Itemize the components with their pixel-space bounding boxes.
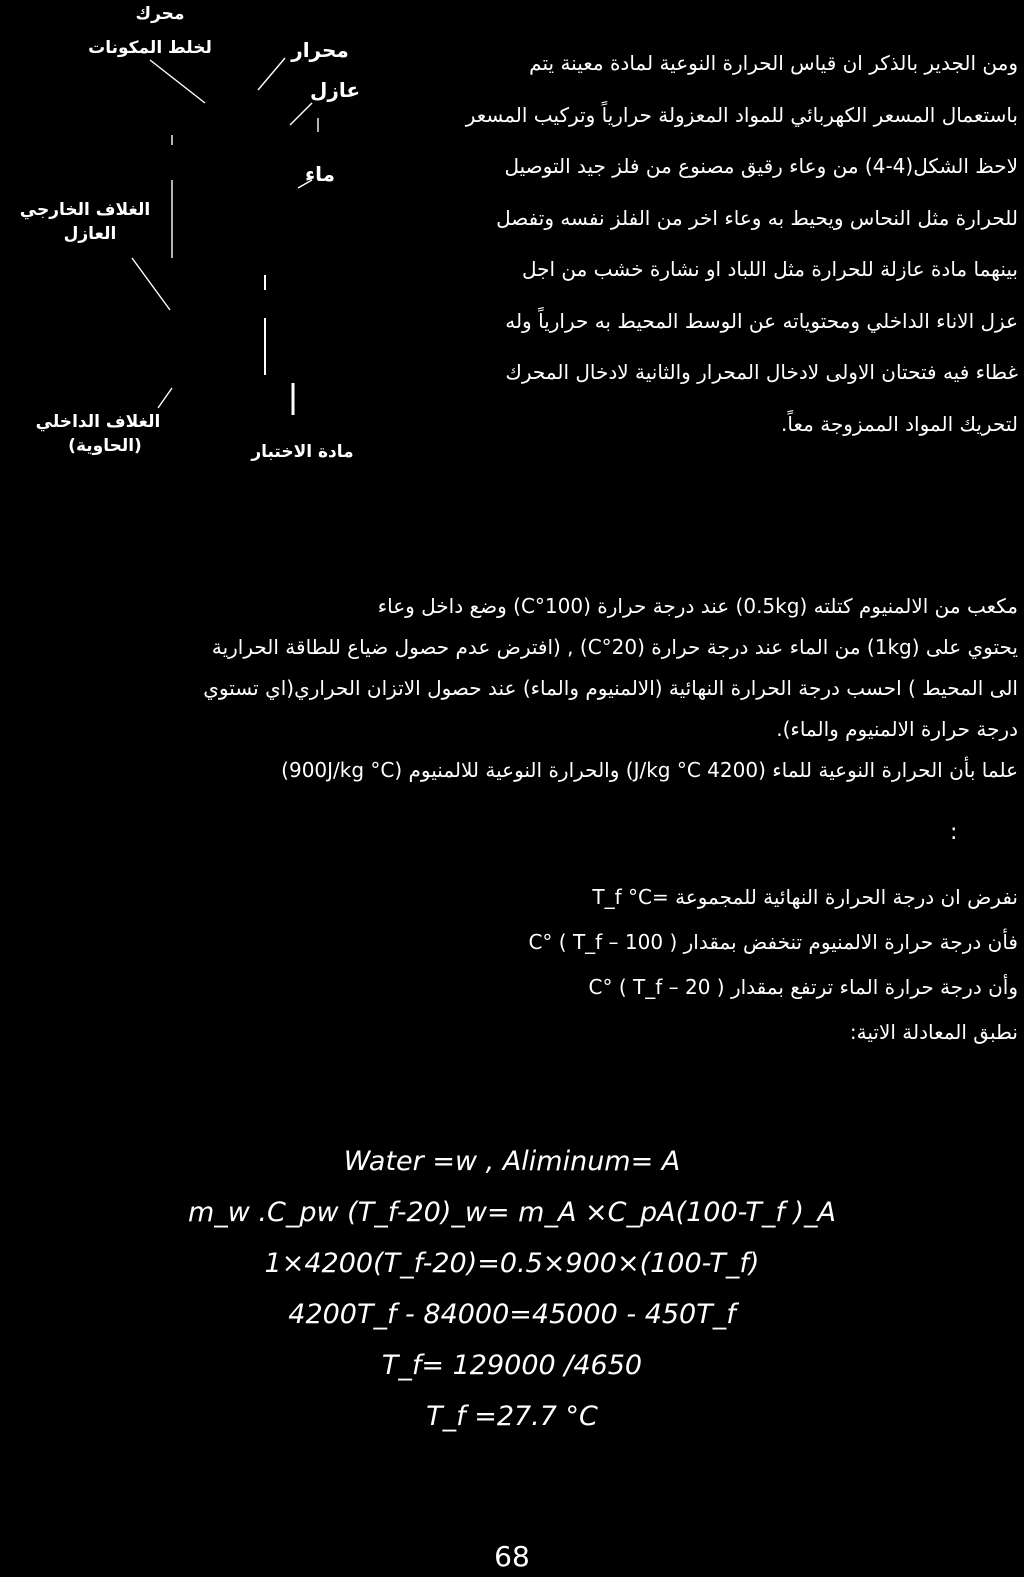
problem-line: مكعب من الالمنيوم كتلته (0.5kg) عند درجة حرارة (100°C) وضع داخل وعاء [377,594,1018,618]
diagram-leader-lines [0,0,390,480]
problem-line: علما بأن الحرارة النوعية للماء (4200 J/kg °C) والحرارة النوعية للالمنيوم (900J/kg °C) [281,758,1018,782]
solution-line: وأن درجة حرارة الماء ترتفع بمقدار ( T_f – 20 ) °C [588,975,1018,999]
description-line: غطاء فيه فتحتان الاولى لادخال المحرار والثانية لادخال المحرك [505,360,1018,384]
label-insulator: عازل [309,78,361,102]
leader-line [132,258,170,310]
description-line: لتحريك المواد الممزوجة معاً. [781,411,1018,436]
description-line: لاحظ الشكل(4-4) من وعاء رقيق مصنوع من فلز جيد التوصيل [504,154,1018,178]
description-line: بينهما مادة عازلة للحرارة مثل اللباد او نشارة خشب من اجل [521,257,1018,281]
solution-line: نطبق المعادلة الاتية: [849,1020,1018,1044]
equation-line: 4200T_f - 84000=45000 - 450T_f [288,1299,736,1330]
label-test-material: مادة الاختبار [251,442,354,462]
label-outer-container: الغلاف الخارجي [19,200,151,220]
problem-line: درجة حرارة الالمنيوم والماء). [776,717,1018,741]
equation-line: Water =w , Aliminum= A [343,1146,681,1177]
equation-line: T_f= 129000 /4650 [381,1350,643,1381]
solution-label: : [950,820,958,845]
label-water: ماء [304,162,336,186]
label-outer-container-2: العازل [63,224,117,244]
description-line: باستعمال المسعر الكهربائي للمواد المعزولة حرارياً وتركيب المسعر [465,102,1018,127]
leader-line [290,103,312,125]
problem-statement [18,586,1018,791]
leader-line [158,388,172,408]
problem-line: يحتوي على (1kg) من الماء عند درجة حرارة (20°C) , (افترض عدم حصول ضياع للطاقة الحرارية [211,635,1018,659]
leader-line [298,180,312,188]
description-line: ومن الجدير بالذكر ان قياس الحرارة النوعية لمادة معينة يتم [529,51,1018,75]
problem-line: الى المحيط ) احسب درجة الحرارة النهائية (الالمنيوم والماء) عند حصول الاتزان الحراري(اي تستوي [203,676,1018,700]
label-thermometer: محرار [291,38,349,62]
label-mixture-stirrer: لخلط المكونات [88,38,212,58]
equation-line: m_w .C_pw (T_f-20)_w= m_A ×C_pA(100-T_f )_A [187,1197,837,1228]
label-inner-container: الغلاف الداخلي [35,412,161,432]
solution-line: نفرض ان درجة الحرارة النهائية للمجموعة =T_f °C [592,885,1018,909]
leader-line [258,58,285,90]
equation-line: T_f =27.7 °C [426,1401,598,1432]
description-paragraph [400,38,1018,450]
label-inner-container-2: (الحاوية) [68,436,142,456]
leader-line [150,60,205,103]
equation-block [0,1136,1024,1442]
description-line: عزل الاناء الداخلي ومحتوياته عن الوسط المحيط به حرارياً وله [505,308,1018,333]
label-stirrer: محرك [135,4,185,24]
solution-line: فأن درجة حرارة الالمنيوم تنخفض بمقدار ( 100 – T_f ) °C [528,930,1018,954]
page-number: 68 [494,1540,530,1573]
solution-text [18,875,1018,1055]
description-line: للحرارة مثل النحاس ويحيط به وعاء اخر من الفلز نفسه وتفصل [496,205,1018,230]
equation-line: 1×4200(T_f-20)=0.5×900×(100-T_f) [264,1248,760,1279]
